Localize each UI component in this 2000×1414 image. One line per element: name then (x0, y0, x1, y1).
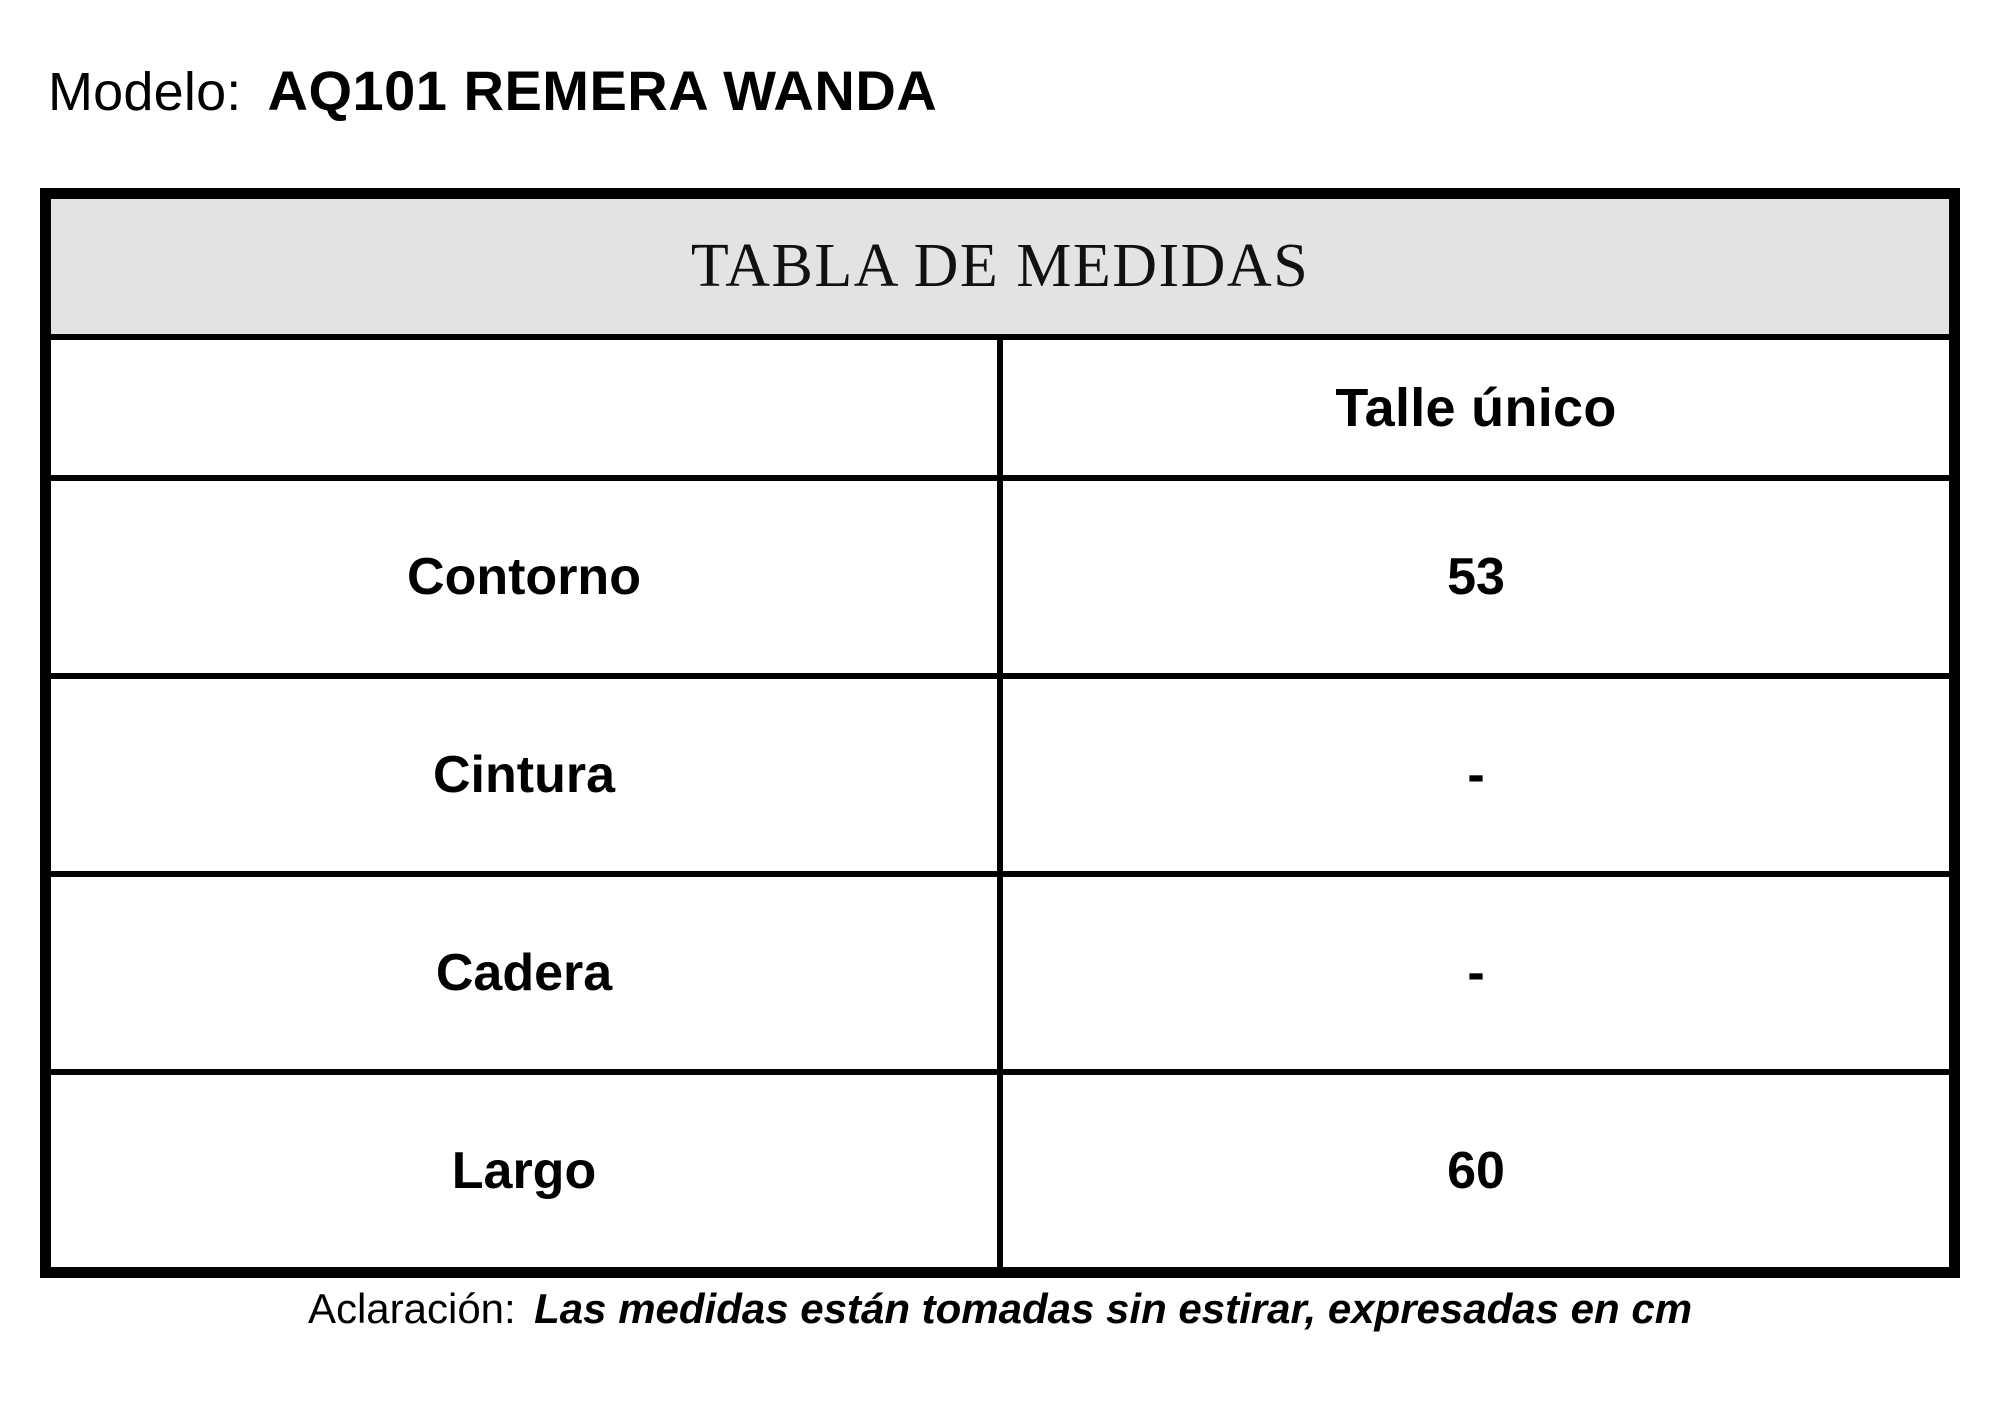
measurements-table (40, 188, 1960, 1278)
row-label-largo: Largo (46, 1072, 1001, 1273)
table-row (46, 676, 1955, 874)
table-header-row (46, 337, 1955, 478)
header-size-cell: Talle único (1000, 337, 1955, 478)
table-title-row (46, 194, 1955, 338)
row-value-contorno: 53 (1000, 478, 1955, 676)
row-value-cadera: - (1000, 874, 1955, 1072)
header-blank-cell (46, 337, 1001, 478)
footnote-text: Las medidas están tomadas sin estirar, expresadas en cm (534, 1285, 1693, 1332)
row-value-cintura: - (1000, 676, 1955, 874)
model-label: Modelo: (48, 62, 242, 122)
row-value-largo: 60 (1000, 1072, 1955, 1273)
table-row (46, 478, 1955, 676)
footnote (0, 1285, 2000, 1333)
footnote-label: Aclaración: (307, 1285, 516, 1332)
row-label-cintura: Cintura (46, 676, 1001, 874)
model-line (48, 58, 937, 123)
model-value: AQ101 REMERA WANDA (267, 59, 938, 122)
row-label-cadera: Cadera (46, 874, 1001, 1072)
table-title: TABLA DE MEDIDAS (46, 194, 1955, 338)
table-row (46, 1072, 1955, 1273)
table-row (46, 874, 1955, 1072)
row-label-contorno: Contorno (46, 478, 1001, 676)
